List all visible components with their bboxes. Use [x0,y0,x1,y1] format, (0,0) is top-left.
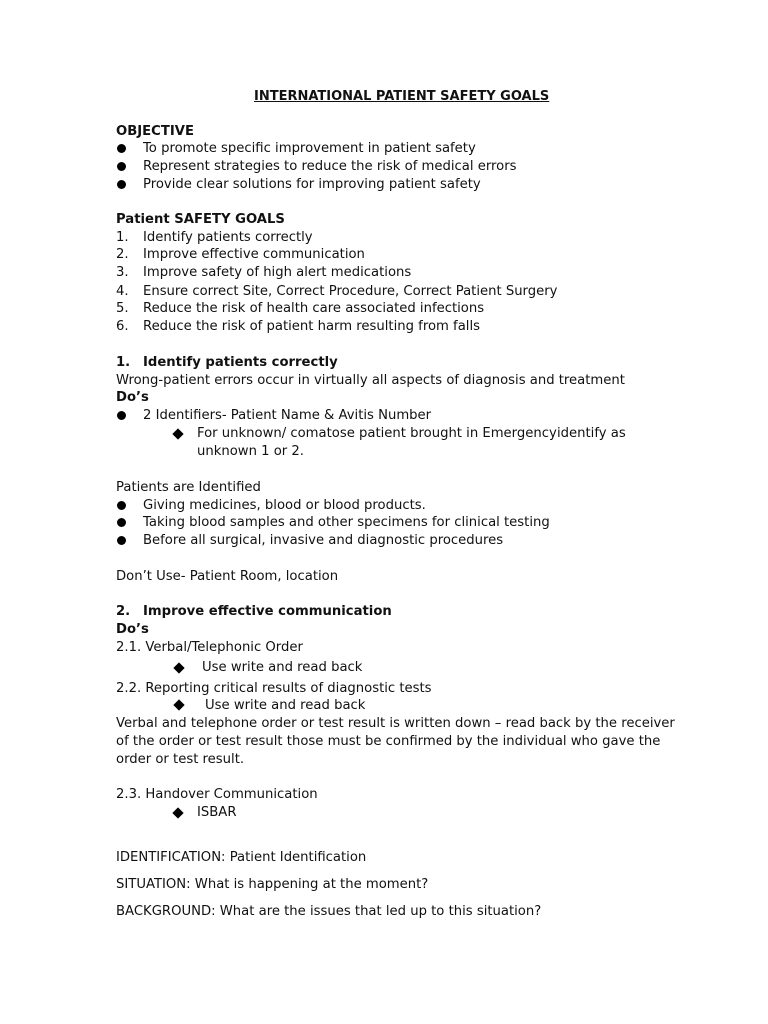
goal-item: Identify patients correctly [143,230,313,245]
goals-heading: Patient SAFETY GOALS [116,212,285,227]
isbar-text: What are the issues that led up to this situation? [215,904,542,919]
subsection-2-3-item: ISBAR [197,805,237,820]
goal-number: 4. [116,284,129,299]
section2-number: 2. [116,604,131,619]
objective-bullet: Represent strategies to reduce the risk of medical errors [143,159,517,174]
document-title: INTERNATIONAL PATIENT SAFETY GOALS [254,89,550,104]
section1-sub-line1: For unknown/ comatose patient brought in Emergency [197,426,557,441]
goal-item: Improve effective communication [143,247,365,262]
bullet-icon [117,501,126,510]
objective-bullet: To promote specific improvement in patient safety [143,141,476,156]
goal-item: Reduce the risk of health care associated infections [143,301,485,316]
goal-item: Reduce the risk of patient harm resulting from falls [143,319,480,334]
isbar-text: What is happening at the moment? [190,877,429,892]
goal-number: 6. [116,319,129,334]
section1-intro: Wrong-patient errors occur in virtually all aspects of diagnosis and treatment [116,373,625,388]
bullet-icon [117,144,126,153]
identified-heading: Patients are Identified [116,480,261,495]
diamond-bullet-icon [172,428,183,439]
bullet-icon [117,536,126,545]
goal-number: 2. [116,247,129,262]
dont-use-line: Don’t Use- Patient Room, location [116,569,339,584]
bullet-icon [117,162,126,171]
isbar-background [116,903,541,921]
goal-item: Ensure correct Site, Correct Procedure, Correct Patient Surgery [143,284,558,299]
subsection-2-1-item: Use write and read back [202,660,363,675]
objective-heading: OBJECTIVE [116,124,194,139]
section2-paragraph-line: order or test result. [116,752,245,767]
section1-bullet: 2 Identifiers- Patient Name & Avitis Number [143,408,432,423]
diamond-bullet-icon [173,662,184,673]
bullet-icon [117,180,126,189]
identified-bullet: Taking blood samples and other specimens for clinical testing [143,515,550,530]
isbar-label: SITUATION: [116,877,191,892]
bullet-icon [117,518,126,527]
subsection-2-2-item: Use write and read back [205,698,366,713]
diamond-bullet-icon [172,807,183,818]
section1-heading: Identify patients correctly [143,355,338,370]
section1-dos: Do’s [116,390,149,405]
section2-dos: Do’s [116,622,149,637]
diamond-bullet-icon [173,699,184,710]
goal-number: 3. [116,265,129,280]
section1-number: 1. [116,355,131,370]
section2-paragraph-line: of the order or test result those must be confirmed by the individual who gave the [116,734,661,749]
bullet-icon [117,411,126,420]
goal-item: Improve safety of high alert medications [143,265,412,280]
isbar-label: BACKGROUND: [116,904,216,919]
section1-sub-line2: unknown 1 or 2. [197,444,304,459]
isbar-label: IDENTIFICATION: [116,850,226,865]
isbar-identification [116,849,366,867]
subsection-2-2: 2.2. Reporting critical results of diagnostic tests [116,681,432,696]
subsection-2-3: 2.3. Handover Communication [116,787,318,802]
isbar-text: Patient Identification [225,850,367,865]
subsection-2-1: 2.1. Verbal/Telephonic Order [116,640,303,655]
isbar-situation [116,876,428,894]
identified-bullet: Giving medicines, blood or blood products. [143,498,426,513]
goal-number: 1. [116,230,129,245]
section2-heading: Improve effective communication [143,604,392,619]
identified-bullet: Before all surgical, invasive and diagnostic procedures [143,533,504,548]
goal-number: 5. [116,301,129,316]
section1-sub-line1b: identify as [557,426,626,441]
objective-bullet: Provide clear solutions for improving patient safety [143,177,481,192]
section2-paragraph-line: Verbal and telephone order or test result is written down – read back by the receiver [116,716,675,731]
